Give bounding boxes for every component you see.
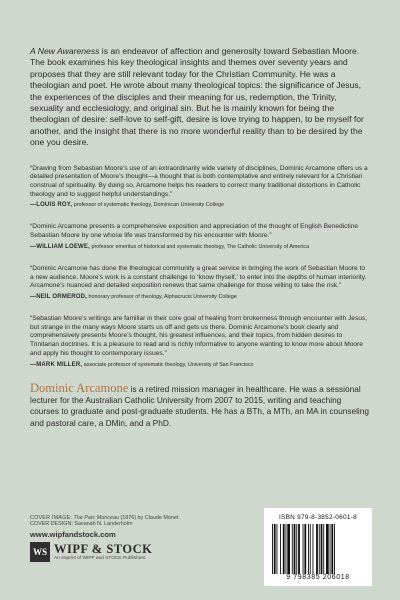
publisher-tagline: An Imprint of WIPF and STOCK Publishers [54,556,146,561]
barcode-bar [280,524,281,574]
description-text: is an endeavor of affection and generosity toward Sebastian Moore. The book examines his key theological insights and themes over seventy years and proposes that they are still relevant today for the Christian Community. He was a theologian and poet. He wrote about many theological topics: the significance of Jesus, the experiences of the disciples and their meaning for us, redemption, the Trinity, sexuality and ecclesiology, and original sin. But he is mainly known for being the theologian of desire: self-love to self-gift, desire is love trying to happen, to be myself for another, and the insight that there is no more wonderful reality than to be desired by the one you desire. [30,46,364,148]
endorser-role: honorary professor of theology, Alphacrucis University College [88,293,237,300]
endorser-role: professor of systematic theology, Dominican University College [73,202,225,209]
endorser-role: associate professor of systematic theology, University of San Francisco [83,361,254,368]
barcode-bar [308,524,309,574]
barcode-bar [294,524,296,574]
barcode-bar [298,524,300,574]
barcode-digits: 9 798385 206018 [286,574,350,581]
endorsement-attribution [30,361,370,369]
author-bio-text: is a retired mission manager in healthcare. He was a sessional lecturer for the Australian Catholic University from 2007 to 2015, writing and teaching courses to graduate and post-graduate students. He has a BTh, a MTh, an MA in counseling and pastoral care, a DMin, and a PhD. [30,383,369,428]
barcode-bar [330,524,331,574]
endorsement-text: “Drawing from Sebastian Moore’s use of an extraordinarily wide variety of disciplines, Dominic Arcamone offers us a detailed presentation of Moore’s thought—a thought that is both contemplative and entirely relevant for a Christian construal of spirituality. By doing so, Arcamone helps his readers to correct many traditional distortions in Catholic theology and to suggest helpful understandings.” [30,164,368,198]
barcode-bar [331,524,333,574]
endorsement-text: “Dominic Arcamone presents a comprehensive exposition and appreciation of the thought of English Benedictine Sebastian Moore by one whose life was transformed by his encounter with Moore.” [30,223,359,240]
barcode-bar [321,524,323,574]
book-description [30,46,370,149]
barcode-bar [319,524,320,574]
barcode-bar [296,524,297,574]
barcode-bar [303,524,304,574]
barcode-bar [272,524,273,574]
cover-image-title: The Parc Monceau [73,515,119,521]
cover-credits [30,515,178,528]
cover-design-credit: COVER DESIGN: Savanah N. Landerholm [30,521,133,528]
endorsement [30,223,370,250]
endorser-name: —NEIL ORMEROD, [30,293,88,300]
publisher-website[interactable]: www.wipfandstock.com [30,530,116,539]
barcode-bar [283,524,285,574]
barcode-bar [286,524,287,574]
cover-image-credit: COVER IMAGE: The Parc Monceau (1876) by Claude Monet [30,515,179,521]
barcode-area [264,508,372,586]
author-bio [30,380,370,430]
publisher-name: WIPF & STOCK [54,542,153,556]
barcode-bar [313,524,314,574]
endorsement-text: “Sebastian Moore’s writings are familiar in their core goal of healing from brokenness through encounter with Jesus, but strange in the many ways Moore starts us off and gets us there. Dominic Arcamone’s book clearly and comprehensively presents Moore’s thought, his greatest influences, and their topics, from hidden desires to Trinitarian doctrines. It is a pleasure to read and is richly informative to anyone wanting to know more about Moore and apply his thought to contemporary issues.” [30,314,368,357]
publisher-logo-icon: WS [30,542,50,562]
endorsement-text: “Dominic Arcamone has done the theological community a great service in bringing the work of Sebastian Moore to a new audience. Moore’s work is a constant challenge to ‘know thyself,’ to enter into the depths of human interiority. Arcamone’s nuanced and detailed exposition renews that same challenge for those willing to take the risk.” [30,264,367,290]
publisher-logo-block [30,542,152,562]
endorser-role: professor emeritus of historical and systematic theology, The Catholic University of America [91,243,310,250]
endorser-name: —WILLIAM LOEWE, [30,243,90,250]
barcode-bar [304,524,306,574]
barcode-bar [292,524,293,574]
endorsement-attribution [30,201,370,209]
endorsement-attribution [30,293,370,301]
barcode-bar [326,524,329,574]
barcode-bar [274,524,276,574]
barcode-bar [334,524,335,574]
barcode-bar [277,524,278,574]
barcode-bar [323,524,324,574]
author-name: Dominic Arcamone [30,380,129,395]
endorsement-attribution [30,243,370,251]
isbn-label: ISBN 979-8-3852-0601-8 [278,514,357,521]
endorser-name: —MARK MILLER, [30,361,83,368]
endorsement [30,315,370,369]
book-title: A New Awareness [30,46,100,56]
barcode-bar [310,524,311,574]
endorsement [30,265,370,301]
barcode-icon [272,524,364,574]
barcode-bar [316,524,318,574]
endorser-name: —LOUIS ROY, [30,202,73,209]
barcode-bar [287,524,290,574]
endorsement [30,165,370,210]
